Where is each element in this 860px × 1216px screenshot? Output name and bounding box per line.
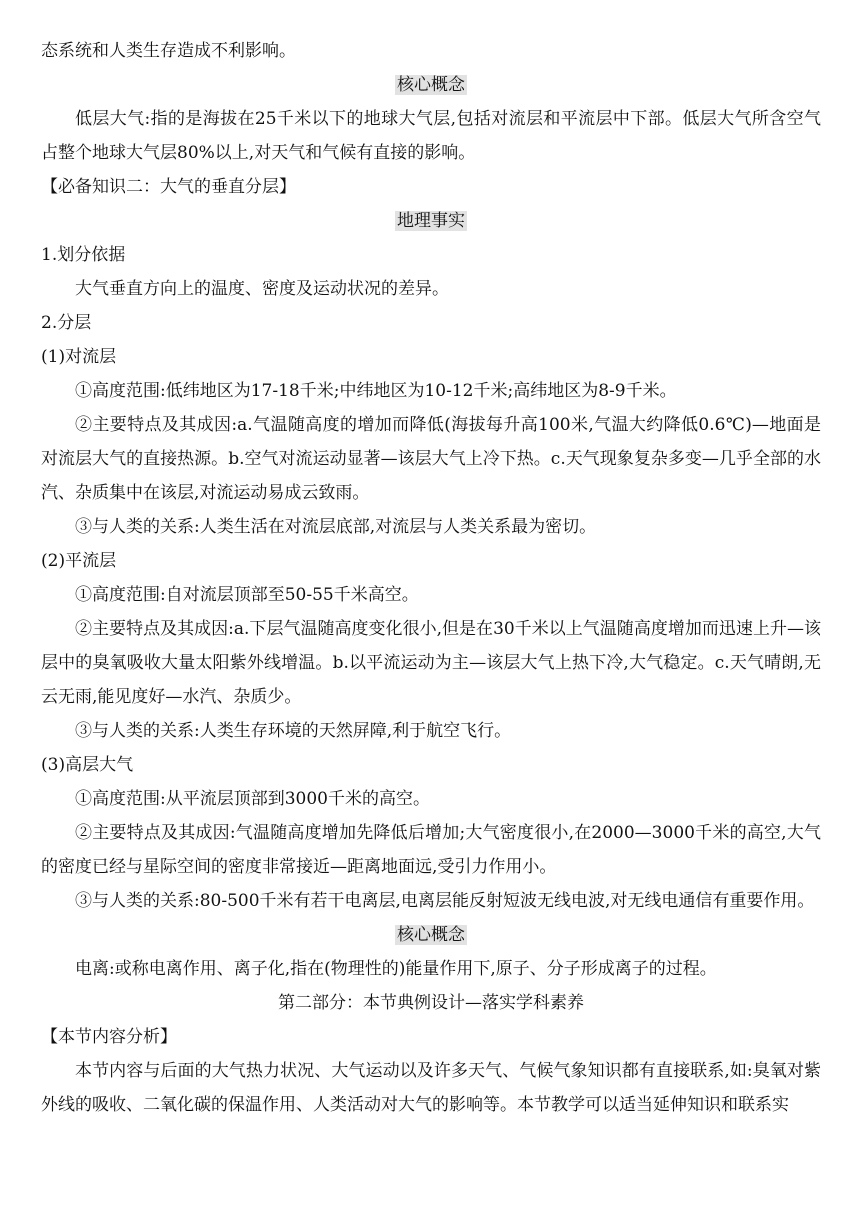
section-content-analysis: 【本节内容分析】 bbox=[41, 1027, 177, 1047]
paragraph-low-atmosphere: 低层大气:指的是海拔在25千米以下的地球大气层,包括对流层和平流层中下部。低层大气所含空气占整个地球大气层80%以上,对天气和气候有直接的影响。 bbox=[41, 109, 821, 163]
heading-core-concept-text: 核心概念 bbox=[397, 75, 465, 95]
paragraph-upper-features: ②主要特点及其成因:气温随高度增加先降低后增加;大气密度很小,在2000—3000千米的高空,大气的密度已经与星际空间的密度非常接近—距离地面远,受引力作用小。 bbox=[41, 823, 821, 877]
paragraph-troposphere-human: ③与人类的关系:人类生活在对流层底部,对流层与人类关系最为密切。 bbox=[75, 517, 597, 537]
paragraph-content-analysis: 本节内容与后面的大气热力状况、大气运动以及许多天气、气候气象知识都有直接联系,如:臭氧对紫外线的吸收、二氧化碳的保温作用、人类活动对大气的影响等。本节教学可以适当延伸知识和联系实 bbox=[41, 1061, 821, 1115]
heading-core-concept bbox=[41, 68, 821, 102]
paragraph-ionization: 电离:或称电离作用、离子化,指在(物理性的)能量作用下,原子、分子形成离子的过程。 bbox=[75, 959, 717, 979]
heading-core-concept-2-text: 核心概念 bbox=[397, 925, 465, 945]
paragraph-upper-height: ①高度范围:从平流层顶部到3000千米的高空。 bbox=[75, 789, 430, 809]
paragraph-stratosphere-height: ①高度范围:自对流层顶部至50-55千米高空。 bbox=[75, 585, 419, 605]
subitem-troposphere: (1)对流层 bbox=[41, 347, 117, 367]
heading-geo-facts-text: 地理事实 bbox=[397, 211, 465, 231]
section-knowledge-two: 【必备知识二：大气的垂直分层】 bbox=[41, 177, 296, 197]
paragraph-stratosphere-features: ②主要特点及其成因:a.下层气温随高度变化很小,但是在30千米以上气温随高度增加而迅速上升—该层中的臭氧吸收大量太阳紫外线增温。b.以平流运动为主—该层大气上热下冷,大气稳定。c.天气晴朗,无云无雨,能见度好—水汽、杂质少。 bbox=[41, 619, 821, 707]
subitem-upper-atmosphere: (3)高层大气 bbox=[41, 755, 134, 775]
paragraph-division-basis: 大气垂直方向上的温度、密度及运动状况的差异。 bbox=[75, 279, 449, 299]
paragraph-troposphere-height: ①高度范围:低纬地区为17-18千米;中纬地区为10-12千米;高纬地区为8-9千米。 bbox=[75, 381, 677, 401]
item-division-basis: 1.划分依据 bbox=[41, 245, 126, 265]
paragraph-stratosphere-human: ③与人类的关系:人类生存环境的天然屏障,利于航空飞行。 bbox=[75, 721, 512, 741]
paragraph-troposphere-features: ②主要特点及其成因:a.气温随高度的增加而降低(海拔每升高100米,气温大约降低0.6℃)—地面是对流层大气的直接热源。b.空气对流运动显著—该层大气上冷下热。c.天气现象复杂多变—几乎全部的水汽、杂质集中在该层,对流运动易成云致雨。 bbox=[41, 415, 821, 503]
continuation-line: 态系统和人类生存造成不利影响。 bbox=[41, 41, 296, 61]
part-two-title: 第二部分：本节典例设计—落实学科素养 bbox=[278, 993, 584, 1013]
heading-geo-facts bbox=[41, 204, 821, 238]
item-layers: 2.分层 bbox=[41, 313, 92, 333]
heading-core-concept-2 bbox=[41, 918, 821, 952]
paragraph-upper-human: ③与人类的关系:80-500千米有若干电离层,电离层能反射短波无线电波,对无线电通信有重要作用。 bbox=[75, 891, 815, 911]
subitem-stratosphere: (2)平流层 bbox=[41, 551, 117, 571]
document-page bbox=[41, 34, 821, 1122]
